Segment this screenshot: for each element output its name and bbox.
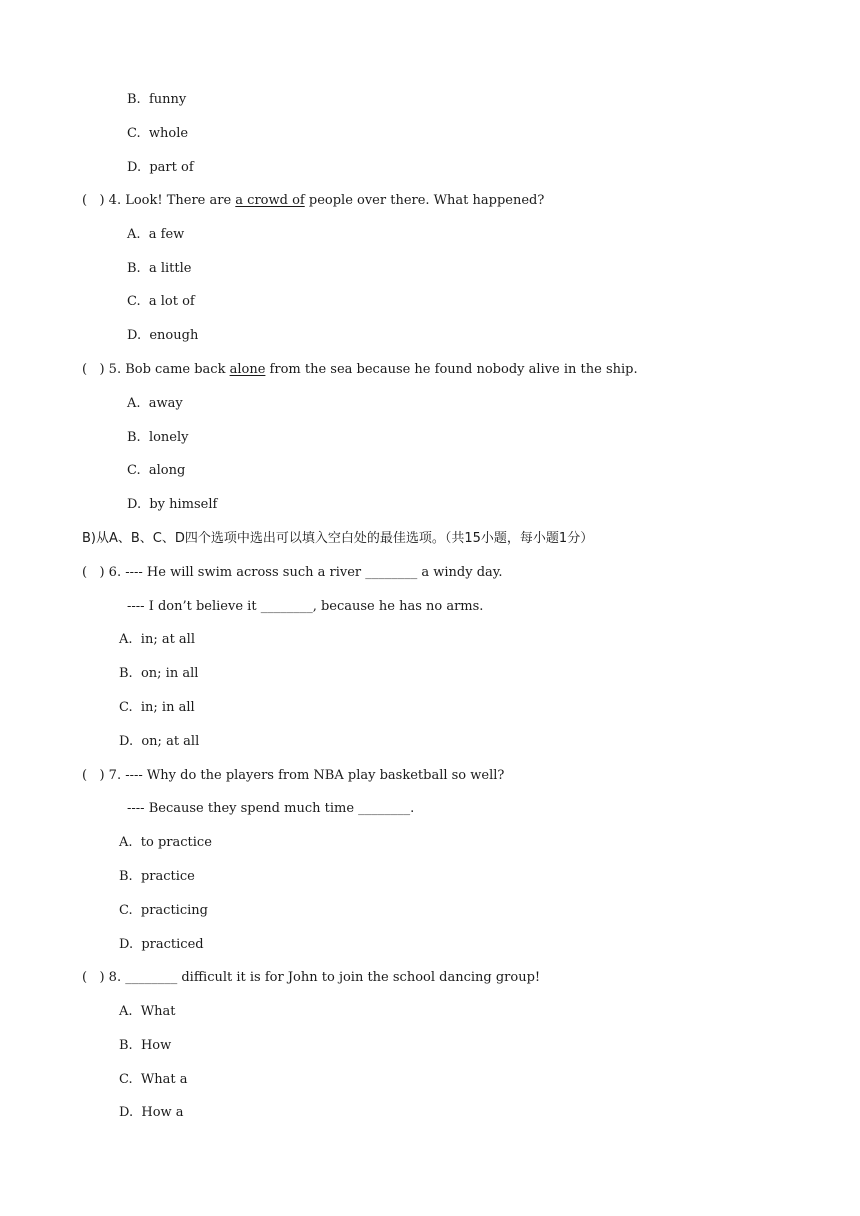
q5-stem: [82, 361, 638, 379]
q6-reply: ---- I don’t believe it ________, because he has no arms.: [127, 599, 484, 614]
q8-option-b: B. How: [119, 1038, 172, 1053]
q5-option-b: B. lonely: [127, 430, 189, 445]
q4-option-a: A. a few: [127, 227, 185, 242]
q8-option-a: A. What: [119, 1004, 176, 1019]
q7-option-b: B. practice: [119, 869, 195, 884]
q7-reply: ---- Because they spend much time ________.: [127, 801, 415, 816]
q7-option-d: D. practiced: [119, 937, 204, 952]
q4-underlined-phrase: a crowd of: [235, 193, 305, 208]
q4-option-b: B. a little: [127, 261, 192, 276]
q6-option-a: A. in; at all: [119, 632, 196, 647]
q6-option-c: C. in; in all: [119, 700, 195, 715]
q5-option-d: D. by himself: [127, 497, 218, 512]
q4-stem-suffix: people over there. What happened?: [304, 193, 545, 208]
q5-underlined-word: alone: [229, 362, 266, 377]
q6-stem: ( ) 6. ---- He will swim across such a river ________ a windy day.: [82, 565, 503, 580]
q3-option-b: B. funny: [127, 92, 187, 107]
q6-option-b: B. on; in all: [119, 666, 199, 681]
q4-stem: [82, 192, 544, 210]
q5-stem-suffix: from the sea because he found nobody alive in the ship.: [265, 362, 638, 377]
q3-option-c: C. whole: [127, 126, 189, 141]
q8-option-d: D. How a: [119, 1105, 184, 1120]
q7-option-c: C. practicing: [119, 903, 208, 918]
q7-stem: ( ) 7. ---- Why do the players from NBA play basketball so well?: [82, 768, 505, 783]
q5-option-a: A. away: [127, 396, 183, 411]
section-b-heading: B)从A、B、C、D四个选项中选出可以填入空白处的最佳选项。（共15小题，每小题1分）: [82, 531, 594, 546]
q6-option-d: D. on; at all: [119, 734, 200, 749]
q4-option-c: C. a lot of: [127, 294, 195, 309]
q5-option-c: C. along: [127, 463, 186, 478]
q4-stem-prefix: ( ) 4. Look! There are: [82, 193, 236, 208]
q8-stem: ( ) 8. ________ difficult it is for John to join the school dancing group!: [82, 970, 541, 985]
q4-option-d: D. enough: [127, 328, 199, 343]
q5-stem-prefix: ( ) 5. Bob came back: [82, 362, 230, 377]
q7-option-a: A. to practice: [119, 835, 212, 850]
q8-option-c: C. What a: [119, 1072, 188, 1087]
q3-option-d: D. part of: [127, 160, 194, 175]
